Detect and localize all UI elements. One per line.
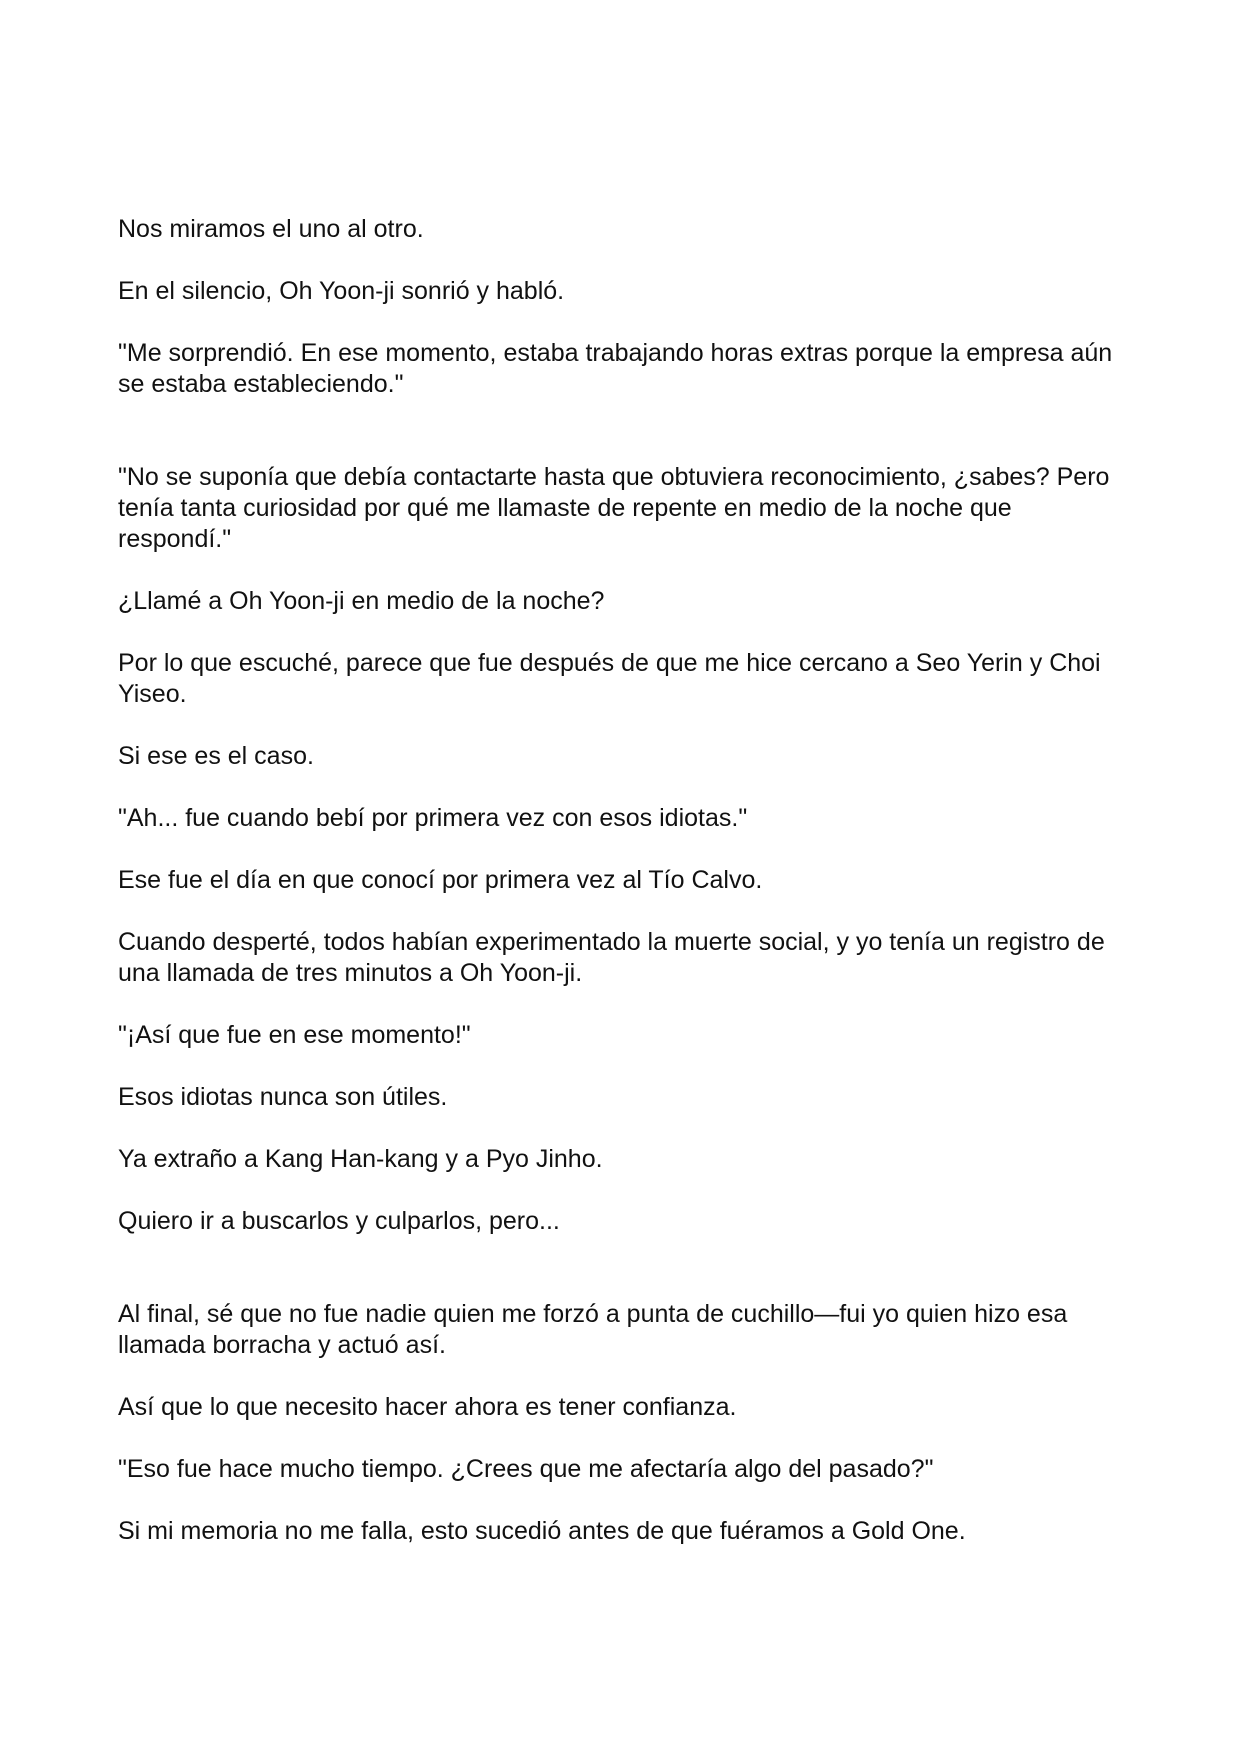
- paragraph: Si mi memoria no me falla, esto sucedió antes de que fuéramos a Gold One.: [118, 1517, 966, 1545]
- paragraph: En el silencio, Oh Yoon-ji sonrió y habló.: [118, 277, 565, 305]
- paragraph: Si ese es el caso.: [118, 742, 314, 770]
- paragraph: "Eso fue hace mucho tiempo. ¿Crees que me afectaría algo del pasado?": [118, 1455, 934, 1483]
- paragraph: Por lo que escuché, parece que fue después de que me hice cercano a Seo Yerin y Choi Yiseo.: [118, 649, 1101, 708]
- paragraph: "No se suponía que debía contactarte hasta que obtuviera reconocimiento, ¿sabes? Pero tenía tanta curiosidad por qué me llamaste de repente en medio de la noche que respondí.": [118, 463, 1110, 553]
- paragraph: "¡Así que fue en ese momento!": [118, 1021, 471, 1049]
- paragraph: Esos idiotas nunca son útiles.: [118, 1083, 448, 1111]
- paragraph: "Me sorprendió. En ese momento, estaba trabajando horas extras porque la empresa aún se estaba estableciendo.": [118, 339, 1113, 398]
- paragraph: ¿Llamé a Oh Yoon-ji en medio de la noche?: [118, 587, 605, 615]
- paragraph: Cuando desperté, todos habían experimentado la muerte social, y yo tenía un registro de una llamada de tres minutos a Oh Yoon-ji.: [118, 928, 1105, 987]
- paragraph: Así que lo que necesito hacer ahora es tener confianza.: [118, 1393, 737, 1421]
- paragraph: Quiero ir a buscarlos y culparlos, pero...: [118, 1207, 560, 1235]
- paragraph: Ese fue el día en que conocí por primera vez al Tío Calvo.: [118, 866, 763, 894]
- paragraph: Nos miramos el uno al otro.: [118, 215, 424, 243]
- document-body: [118, 214, 1128, 1578]
- paragraph: "Ah... fue cuando bebí por primera vez con esos idiotas.": [118, 804, 748, 832]
- paragraph: Al final, sé que no fue nadie quien me forzó a punta de cuchillo—fui yo quien hizo esa llamada borracha y actuó así.: [118, 1300, 1068, 1359]
- paragraph: Ya extraño a Kang Han-kang y a Pyo Jinho.: [118, 1145, 603, 1173]
